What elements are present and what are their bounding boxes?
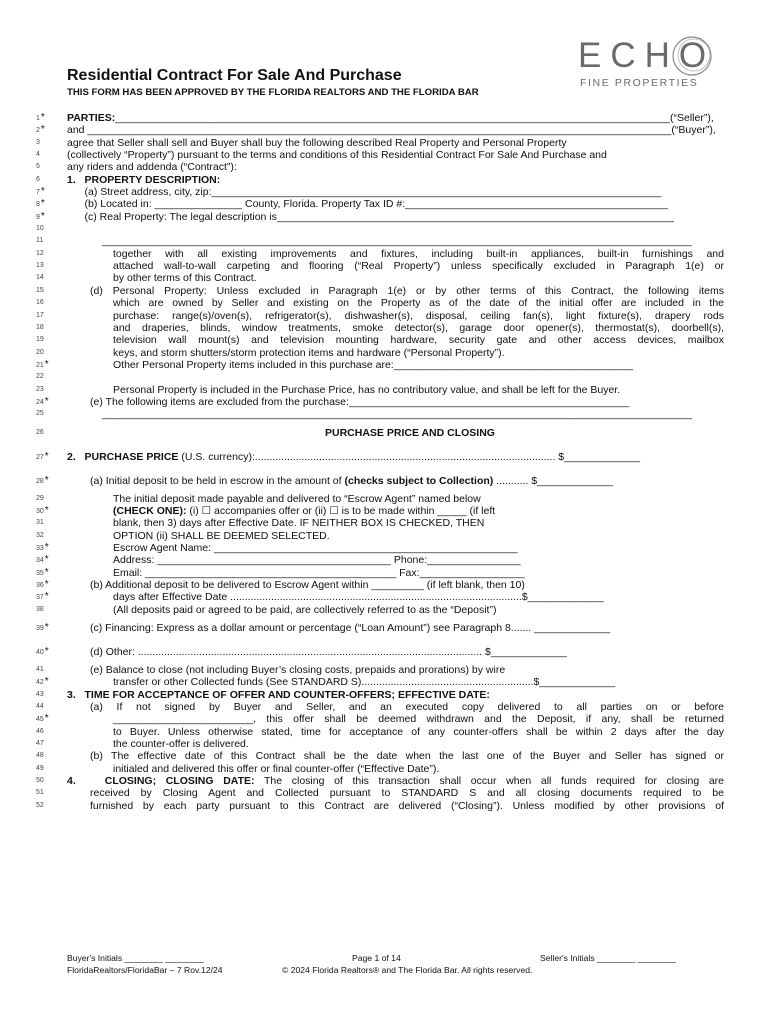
required-entry-marker: *: [44, 554, 49, 566]
line-text: television wall mount(s) and television mounting hardware, security gate and other access devices, mailbox: [113, 334, 724, 347]
line-number: 44: [36, 703, 44, 711]
form-identifier: FloridaRealtors/FloridaBar – 7 Rov.12/24: [67, 965, 223, 975]
contract-line: [0, 396, 770, 408]
required-entry-marker: *: [40, 198, 45, 210]
sellers-initials-field[interactable]: Seller's Initials ________ ________: [540, 953, 676, 963]
line-number: 17: [36, 311, 44, 319]
contract-line: [0, 149, 770, 161]
line-text[interactable]: transfer or other Collected funds (See STANDARD S)...........................................................$_____________: [113, 676, 616, 689]
line-number: 29: [36, 494, 44, 502]
page-footer: [0, 952, 770, 976]
line-text: (a) If not signed by Buyer and Seller, and an executed copy delivered to all parties on or before: [90, 701, 724, 714]
contract-line: [0, 384, 770, 396]
line-text[interactable]: (d) Other: ...................................................................................................................... $_____________: [90, 646, 567, 659]
line-number: 18: [36, 323, 44, 331]
line-number: 37*: [36, 591, 49, 603]
line-text: furnished by each party pursuant to this Contract are delivered (“Closing”). Unless modified by other provisions of: [90, 799, 724, 812]
contract-line: [0, 701, 770, 713]
line-text: initialed and delivered this offer or final counter-offer (“Effective Date”).: [113, 762, 440, 775]
required-entry-marker: *: [44, 358, 49, 370]
line-text[interactable]: Escrow Agent Name: ____________________________________________________: [113, 541, 518, 554]
line-number: 12: [36, 249, 44, 257]
line-number: 24*: [36, 395, 49, 407]
line-number: 19: [36, 336, 44, 344]
contract-line: [0, 260, 770, 272]
line-text: the counter-offer is delivered.: [113, 738, 249, 751]
contract-line: [0, 198, 770, 210]
line-number: 5: [36, 163, 40, 171]
line-number: 7*: [36, 186, 45, 198]
line-text[interactable]: _____________________________________________________________________________________________________: [67, 408, 692, 421]
contract-line: [0, 554, 770, 566]
line-number: 33*: [36, 541, 49, 553]
line-text: PURCHASE PRICE AND CLOSING: [325, 426, 495, 439]
line-number: 35*: [36, 566, 49, 578]
contract-line: [0, 174, 770, 186]
required-entry-marker: *: [40, 112, 45, 123]
copyright-notice: © 2024 Florida Realtors® and The Florida Bar. All rights reserved.: [282, 965, 533, 975]
line-number: 42*: [36, 676, 49, 688]
line-text: (All deposits paid or agreed to be paid, are collectively referred to as the “Deposit”): [113, 603, 497, 616]
line-number: 50: [36, 777, 44, 785]
contract-line: [0, 421, 770, 445]
required-entry-marker: *: [44, 713, 49, 725]
page-number: Page 1 of 14: [352, 953, 401, 963]
required-entry-marker: *: [40, 124, 45, 136]
line-number: 9*: [36, 210, 45, 222]
line-text: received by Closing Agent and Collected pursuant to STANDARD S and all closing documents required to be: [90, 787, 724, 800]
line-text[interactable]: (c) Financing: Express as a dollar amount or percentage (“Loan Amount”) see Paragraph 8....... _____________: [90, 622, 611, 635]
contract-line: [0, 726, 770, 738]
line-number: 47: [36, 740, 44, 748]
line-number: 45*: [36, 713, 49, 725]
contract-line: [0, 124, 770, 136]
line-text[interactable]: (e) The following items are excluded from the purchase:________________________________________________: [90, 395, 630, 408]
line-number: 21*: [36, 358, 49, 370]
line-number: 13: [36, 262, 44, 270]
line-text: any riders and addenda (“Contract”):: [67, 161, 237, 174]
contract-line: [0, 272, 770, 284]
line-text: (b) The effective date of this Contract shall be the date when the last one of the Buyer and Seller has signed or: [90, 750, 724, 763]
line-text[interactable]: days after Effective Date ....................................................................................................$_____________: [113, 591, 604, 604]
line-text[interactable]: Email: ___________________________________________ Fax:__________________: [113, 566, 525, 579]
contract-line: [0, 616, 770, 640]
line-text[interactable]: (b) Additional deposit to be delivered to Escrow Agent within _________ (if left blank, then 10): [90, 579, 525, 591]
contract-line: [0, 738, 770, 750]
line-text: (collectively “Property”) pursuant to the terms and conditions of this Residential Contract For Sale And Purchase and: [67, 149, 607, 162]
line-text[interactable]: ________________________, this offer shall be deemed withdrawn and the Deposit, if any, shall be returned: [113, 713, 724, 726]
contract-line: [0, 112, 770, 124]
line-text[interactable]: 2. PURCHASE PRICE (U.S. currency):....................................................................................................... $_____________: [67, 450, 641, 463]
contract-line: [0, 579, 770, 591]
required-entry-marker: *: [44, 504, 49, 516]
required-entry-marker: *: [44, 395, 49, 407]
contract-line: [0, 689, 770, 701]
contract-line: [0, 371, 770, 383]
contract-line: [0, 567, 770, 579]
line-text: Personal Property is included in the Purchase Price, has no contributory value, and shall be left for the Buyer.: [113, 383, 621, 396]
line-number: 34*: [36, 554, 49, 566]
contract-line: [0, 493, 770, 505]
contract-line: [0, 530, 770, 542]
contract-line: [0, 334, 770, 346]
contract-line: [0, 310, 770, 322]
contract-line: [0, 787, 770, 799]
line-text[interactable]: Address: ________________________________________ Phone:________________: [113, 554, 521, 567]
contract-line: [0, 322, 770, 334]
line-text: (d) Personal Property: Unless excluded in Paragraph 1(e) or by other terms of this Contract, the following items: [90, 284, 724, 297]
contract-line: [0, 505, 770, 517]
line-text: blank, then 3) days after Effective Date. IF NEITHER BOX IS CHECKED, THEN: [113, 517, 485, 530]
contract-line: [0, 763, 770, 775]
line-number: 4: [36, 151, 40, 159]
contract-line: [0, 248, 770, 260]
contract-line: [0, 137, 770, 149]
line-text: and draperies, blinds, window treatments, smoke detector(s), garage door opener(s), thermostat(s), doorbell(s),: [113, 321, 724, 334]
line-text: attached wall-to-wall carpeting and flooring (“Real Property”) unless specifically excluded in Paragraph 1(e) or: [113, 260, 724, 273]
contract-line: [0, 517, 770, 529]
line-text[interactable]: (a) Street address, city, zip:_____________________________________________________________________________: [67, 186, 662, 199]
contract-line: [0, 750, 770, 762]
buyers-initials-field[interactable]: Buyer's Initials ________ ________: [67, 953, 204, 963]
contract-line: [0, 775, 770, 787]
line-text: to Buyer. Unless otherwise stated, time for acceptance of any counter-offers shall be within 2 days after the day: [113, 725, 724, 738]
line-number: 8*: [36, 198, 45, 210]
contract-body: [0, 112, 770, 812]
line-text: keys, and storm shutters/storm protection items and hardware (“Personal Property”).: [113, 346, 505, 359]
contract-line: [0, 445, 770, 469]
contract-line: [0, 713, 770, 725]
line-number: 31: [36, 519, 44, 527]
line-text: which are owned by Seller and existing on the Property as of the date of the initial offer are included in the: [113, 297, 724, 310]
required-entry-marker: *: [44, 676, 49, 688]
line-text: purchase: range(s)/oven(s), refrigerator(s), dishwasher(s), disposal, ceiling fan(s), light fixture(s), drapery rods: [113, 309, 724, 322]
line-number: 16: [36, 299, 44, 307]
contract-line: [0, 161, 770, 173]
contract-line: [0, 211, 770, 223]
contract-line: [0, 640, 770, 664]
document-title: Residential Contract For Sale And Purchase: [67, 67, 402, 84]
required-entry-marker: *: [44, 591, 49, 603]
line-text: together with all existing improvements and fixtures, including built-in appliances, built-in furnishings and: [113, 247, 724, 260]
contract-line: [0, 297, 770, 309]
line-number: 25: [36, 410, 44, 418]
approval-notice: THIS FORM HAS BEEN APPROVED BY THE FLORIDA REALTORS AND THE FLORIDA BAR: [67, 87, 479, 98]
line-number: 41: [36, 666, 44, 674]
line-text[interactable]: and ____________________________________________________________________________________________________(“Buyer”),: [67, 124, 716, 137]
line-number: 49: [36, 764, 44, 772]
line-number: 36*: [36, 579, 49, 590]
contract-line: [0, 604, 770, 616]
line-number: 40*: [36, 646, 49, 658]
contract-line: [0, 186, 770, 198]
line-text[interactable]: (CHECK ONE): (i) ☐ accompanies offer or (ii) ☐ is to be made within _____ (if left: [113, 504, 496, 517]
line-text: 1. PROPERTY DESCRIPTION:: [67, 173, 221, 186]
line-number: 28*: [36, 474, 49, 486]
contract-line: [0, 542, 770, 554]
contract-line: [0, 359, 770, 371]
contract-line: [0, 664, 770, 676]
company-logo: [572, 36, 722, 88]
required-entry-marker: *: [40, 210, 45, 222]
logo-wordmark: ECHO: [578, 36, 716, 75]
line-number: 10: [36, 225, 44, 233]
line-number: 26: [36, 428, 44, 436]
line-number: 48: [36, 752, 44, 760]
required-entry-marker: *: [44, 541, 49, 553]
line-text: OPTION (ii) SHALL BE DEEMED SELECTED.: [113, 529, 330, 542]
line-text: by other terms of this Contract.: [113, 272, 257, 285]
logo-tagline: FINE PROPERTIES: [580, 77, 699, 89]
line-number: 38: [36, 605, 44, 613]
required-entry-marker: *: [44, 646, 49, 658]
line-number: 22: [36, 373, 44, 381]
line-number: 43: [36, 690, 44, 698]
line-text: 3. TIME FOR ACCEPTANCE OF OFFER AND COUNTER-OFFERS; EFFECTIVE DATE:: [67, 688, 490, 701]
contract-line: [0, 223, 770, 235]
required-entry-marker: *: [44, 566, 49, 578]
line-number: 27*: [36, 450, 49, 462]
line-text[interactable]: PARTIES:_______________________________________________________________________________________________(“Seller”),: [67, 112, 714, 124]
line-number: 51: [36, 789, 44, 797]
required-entry-marker: *: [44, 450, 49, 462]
line-text[interactable]: _____________________________________________________________________________________________________: [67, 235, 692, 248]
contract-line: [0, 591, 770, 603]
line-text[interactable]: Other Personal Property items included in this purchase are:_________________________________________: [113, 358, 634, 371]
contract-line: [0, 676, 770, 688]
line-number: 20: [36, 348, 44, 356]
line-number: 46: [36, 727, 44, 735]
contract-line: [0, 800, 770, 812]
line-text: agree that Seller shall sell and Buyer shall buy the following described Real Property and Personal Property: [67, 136, 567, 149]
line-number: 1*: [36, 112, 45, 123]
line-text[interactable]: (c) Real Property: The legal description is____________________________________________________________________: [67, 210, 674, 223]
required-entry-marker: *: [40, 186, 45, 198]
line-number: 6: [36, 175, 40, 183]
logo-ring-icon: [668, 34, 718, 80]
line-number: 39*: [36, 622, 49, 634]
line-number: 3: [36, 138, 40, 146]
required-entry-marker: *: [44, 622, 49, 634]
line-text[interactable]: (a) Initial deposit to be held in escrow in the amount of (checks subject to Collection) ........... $_____________: [90, 474, 613, 487]
required-entry-marker: *: [44, 579, 49, 590]
line-number: 52: [36, 801, 44, 809]
line-text: The initial deposit made payable and delivered to “Escrow Agent” named below: [113, 492, 481, 505]
line-number: 15: [36, 286, 44, 294]
line-number: 30*: [36, 504, 49, 516]
line-number: 11: [36, 237, 44, 245]
line-number: 23: [36, 385, 44, 393]
required-entry-marker: *: [44, 474, 49, 486]
line-number: 2*: [36, 124, 45, 136]
line-text: (e) Balance to close (not including Buyer’s closing costs, prepaids and prorations) by wire: [90, 664, 506, 677]
contract-line: [0, 469, 770, 493]
contract-line: [0, 235, 770, 247]
contract-line: [0, 408, 770, 420]
contract-line: [0, 285, 770, 297]
line-text: 4. CLOSING; CLOSING DATE: The closing of this transaction shall occur when all funds required for closing are: [67, 775, 725, 788]
line-text[interactable]: (b) Located in: _______________ County, Florida. Property Tax ID #:_____________________________________________: [67, 198, 668, 211]
line-number: 14: [36, 274, 44, 282]
line-number: 32: [36, 531, 44, 539]
contract-line: [0, 347, 770, 359]
